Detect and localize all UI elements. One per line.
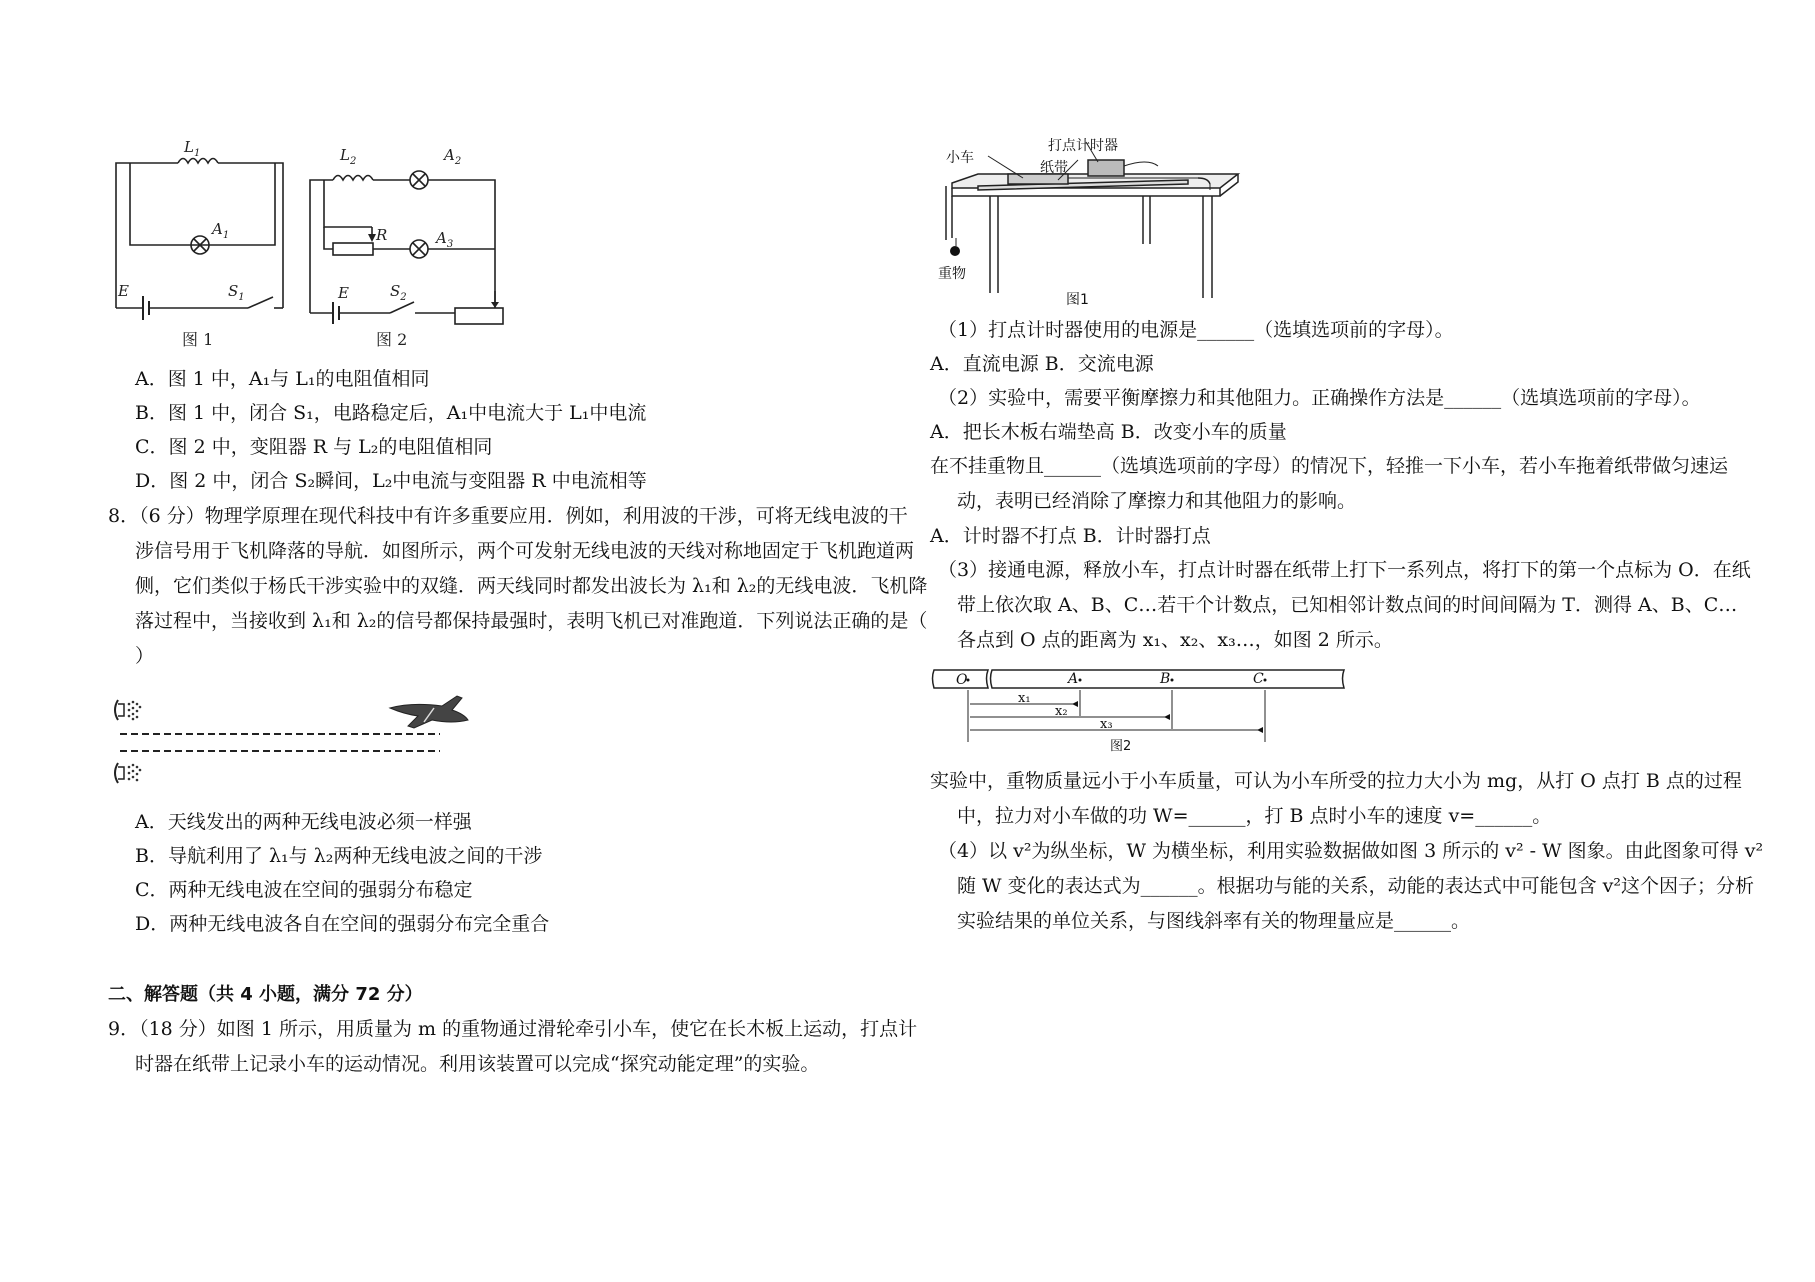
q9-part1-options: A．直流电源 B．交流电源 — [930, 353, 1154, 375]
q8-option-c: C．两种无线电波在空间的强弱分布稳定 — [135, 879, 473, 901]
q9-part2-options: A．把长木板右端垫高 B．改变小车的质量 — [930, 421, 1287, 443]
circuit-diagrams — [100, 130, 540, 355]
airplane-icon — [390, 696, 468, 728]
q8-option-a: A．天线发出的两种无线电波必须一样强 — [135, 811, 472, 833]
q7-option-d: D．图 2 中，闭合 S₂瞬间，L₂中电流与变阻器 R 中电流相等 — [135, 470, 647, 492]
q9-part2b-line-1: 在不挂重物且______（选填选项前的字母）的情况下，轻推一下小车，若小车拖着纸带做匀速运 — [930, 455, 1729, 477]
q7-option-b: B．图 1 中，闭合 S₁，电路稳定后，A₁中电流大于 L₁中电流 — [135, 402, 647, 424]
q9-stem-line-2: 时器在纸带上记录小车的运动情况。利用该装置可以完成“探究动能定理”的实验。 — [135, 1053, 820, 1075]
fig2-A3-label: $A_3$ — [436, 229, 454, 250]
fig1-A-label: $A_1$ — [212, 220, 230, 241]
q7-option-a: A．图 1 中，A₁与 L₁的电阻值相同 — [135, 368, 430, 390]
antenna-top-icon — [115, 700, 141, 720]
fig1-caption: 图 1 — [182, 330, 214, 349]
runway-diagram — [112, 680, 472, 790]
q9-stem-line-1: 9．（18 分）如图 1 所示，用质量为 m 的重物通过滑轮牵引小车，使它在长木板上运动，打点计 — [108, 1018, 918, 1040]
q8-stem-line-4: 落过程中，当接收到 λ₁和 λ₂的信号都保持最强时，表明飞机已对准跑道．下列说法正确的是（ — [135, 610, 928, 632]
q9-part3-line-1: （3）接通电源，释放小车，打点计时器在纸带上打下一系列点，将打下的第一个点标为 O．在纸 — [938, 559, 1751, 581]
q9-part3-line-3: 各点到 O 点的距离为 x₁、x₂、x₃…，如图 2 所示。 — [957, 629, 1393, 651]
fig2-R-label: R — [376, 226, 388, 244]
q7-option-c: C．图 2 中，变阻器 R 与 L₂的电阻值相同 — [135, 436, 493, 458]
point-A-label: A — [1068, 671, 1079, 687]
q9-part2: （2）实验中，需要平衡摩擦力和其他阻力。正确操作方法是______（选填选项前的字母）。 — [938, 387, 1701, 409]
q8-option-b: B．导航利用了 λ₁与 λ₂两种无线电波之间的干涉 — [135, 845, 543, 867]
point-C-label: C — [1253, 671, 1264, 687]
fig2-S-label: $S_2$ — [390, 282, 407, 303]
fig2-E-label: E — [338, 284, 349, 302]
q8-stem-line-1: 8．（6 分）物理学原理在现代科技中有许多重要应用．例如，利用波的干涉，可将无线电波的干 — [108, 505, 908, 527]
point-O-label: O — [956, 672, 968, 688]
point-B-label: B — [1160, 671, 1171, 687]
label-tape: 纸带 — [1040, 160, 1068, 176]
fig1-apparatus-caption: 图1 — [1066, 292, 1089, 308]
fig2-A2-label: $A_2$ — [444, 146, 462, 167]
apparatus-figure — [938, 138, 1278, 310]
fig1-S-label: $S_1$ — [228, 282, 245, 303]
q9-part4-line-3: 实验结果的单位关系，与图线斜率有关的物理量应是______。 — [957, 910, 1471, 932]
q8-stem-line-3: 侧，它们类似于杨氏干涉实验中的双缝．两天线同时都发出波长为 λ₁和 λ₂的无线电波．飞机降 — [135, 575, 928, 597]
q9-part3b-line-1: 实验中，重物质量远小于小车质量，可认为小车所受的拉力大小为 mg，从打 O 点打 B 点的过程 — [930, 770, 1742, 792]
label-weight: 重物 — [938, 266, 966, 282]
fig2-L-label: $L_2$ — [340, 146, 357, 167]
fig2-caption: 图 2 — [376, 330, 408, 349]
q8-stem-line-5: ） — [135, 645, 155, 667]
q9-part1: （1）打点计时器使用的电源是______（选填选项前的字母）。 — [938, 319, 1454, 341]
q9-part3b-line-2: 中，拉力对小车做的功 W=______，打 B 点时小车的速度 v=______。 — [957, 805, 1552, 827]
fig1-E-label: E — [118, 282, 129, 300]
x2-label: x₂ — [1055, 704, 1068, 719]
fig1-L-label: $L_1$ — [184, 138, 201, 159]
q8-option-d: D．两种无线电波各自在空间的强弱分布完全重合 — [135, 913, 550, 935]
antenna-bottom-icon — [115, 763, 141, 783]
q9-part4-line-1: （4）以 v²为纵坐标，W 为横坐标，利用实验数据做如图 3 所示的 v² - W 图象。由此图象可得 v² — [938, 840, 1764, 862]
tape-figure — [930, 664, 1350, 756]
label-timer: 打点计时器 — [1048, 138, 1118, 154]
q9-part3-line-2: 带上依次取 A、B、C…若干个计数点，已知相邻计数点间的时间间隔为 T．测得 A、B、C… — [957, 594, 1738, 616]
fig2-tape-caption: 图2 — [1110, 739, 1132, 754]
x1-label: x₁ — [1018, 691, 1031, 706]
q9-part2b-line-2: 动，表明已经消除了摩擦力和其他阻力的影响。 — [957, 490, 1357, 512]
runway-lines — [120, 734, 440, 751]
weight-icon — [950, 246, 960, 256]
q8-stem-line-2: 涉信号用于飞机降落的导航．如图所示，两个可发射无线电波的天线对称地固定于飞机跑道两 — [135, 540, 915, 562]
q9-part2b-options: A．计时器不打点 B．计时器打点 — [930, 525, 1211, 547]
q9-part4-line-2: 随 W 变化的表达式为______。根据功与能的关系，动能的表达式中可能包含 v²这个因子；分析 — [957, 875, 1755, 897]
label-car: 小车 — [946, 150, 974, 166]
x3-label: x₃ — [1100, 717, 1113, 732]
section-2-heading: 二、解答题（共 4 小题，满分 72 分） — [108, 984, 423, 1005]
